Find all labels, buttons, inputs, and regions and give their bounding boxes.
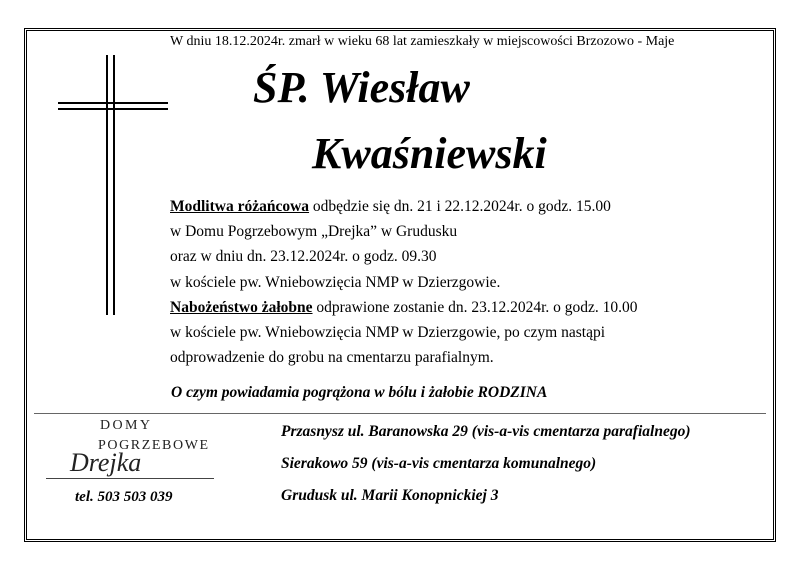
deceased-name-line1: ŚP. Wiesław xyxy=(253,63,470,112)
body-line-4: w kościele pw. Wniebowzięcia NMP w Dzierzgowie. xyxy=(170,273,501,291)
rosary-line xyxy=(170,194,638,219)
body-line-2: w Domu Pogrzebowym „Drejka” w Grudusku xyxy=(170,223,458,241)
phone-number: tel. 503 503 039 xyxy=(75,489,173,505)
logo-line3: Drejka xyxy=(70,448,142,477)
funeral-text: odprawione zostanie dn. 23.12.2024r. o godz. 10.00 xyxy=(312,298,638,316)
logo-line2: POGRZEBOWE xyxy=(98,438,210,453)
address-sierakowo: Sierakowo 59 (vis-a-vis cmentarza komunalnego) xyxy=(281,455,597,472)
divider xyxy=(34,413,766,414)
body-line-3: oraz w dniu dn. 23.12.2024r. o godz. 09.30 xyxy=(170,248,437,266)
body-line-6: w kościele pw. Wniebowzięcia NMP w Dzierzgowie, po czym nastąpi xyxy=(170,324,606,342)
cross-icon xyxy=(58,55,168,315)
body-line-7: odprowadzenie do grobu na cmentarzu parafialnym. xyxy=(170,349,494,367)
intro-text: W dniu 18.12.2024r. zmarł w wieku 68 lat zamieszkały w miejscowości Brzozowo - Maje xyxy=(170,34,675,49)
closing-text: O czym powiadamia pogrążona w bólu i żałobie RODZINA xyxy=(171,384,548,401)
rosary-text: odbędzie się dn. 21 i 22.12.2024r. o godz. 15.00 xyxy=(309,198,611,215)
address-grudusk: Grudusk ul. Marii Konopnickiej 3 xyxy=(281,487,499,504)
logo-line1: DOMY xyxy=(100,418,153,433)
notice-body xyxy=(170,194,638,370)
funeral-home-logo xyxy=(40,418,220,498)
deceased-name-line2: Kwaśniewski xyxy=(312,129,547,178)
rosary-label: Modlitwa różańcowa xyxy=(170,198,310,215)
logo-rule xyxy=(46,478,214,479)
funeral-line xyxy=(170,295,638,320)
funeral-label: Nabożeństwo żałobne xyxy=(170,298,313,316)
address-przasnysz: Przasnysz ul. Baranowska 29 (vis-a-vis cmentarza parafialnego) xyxy=(281,423,691,440)
